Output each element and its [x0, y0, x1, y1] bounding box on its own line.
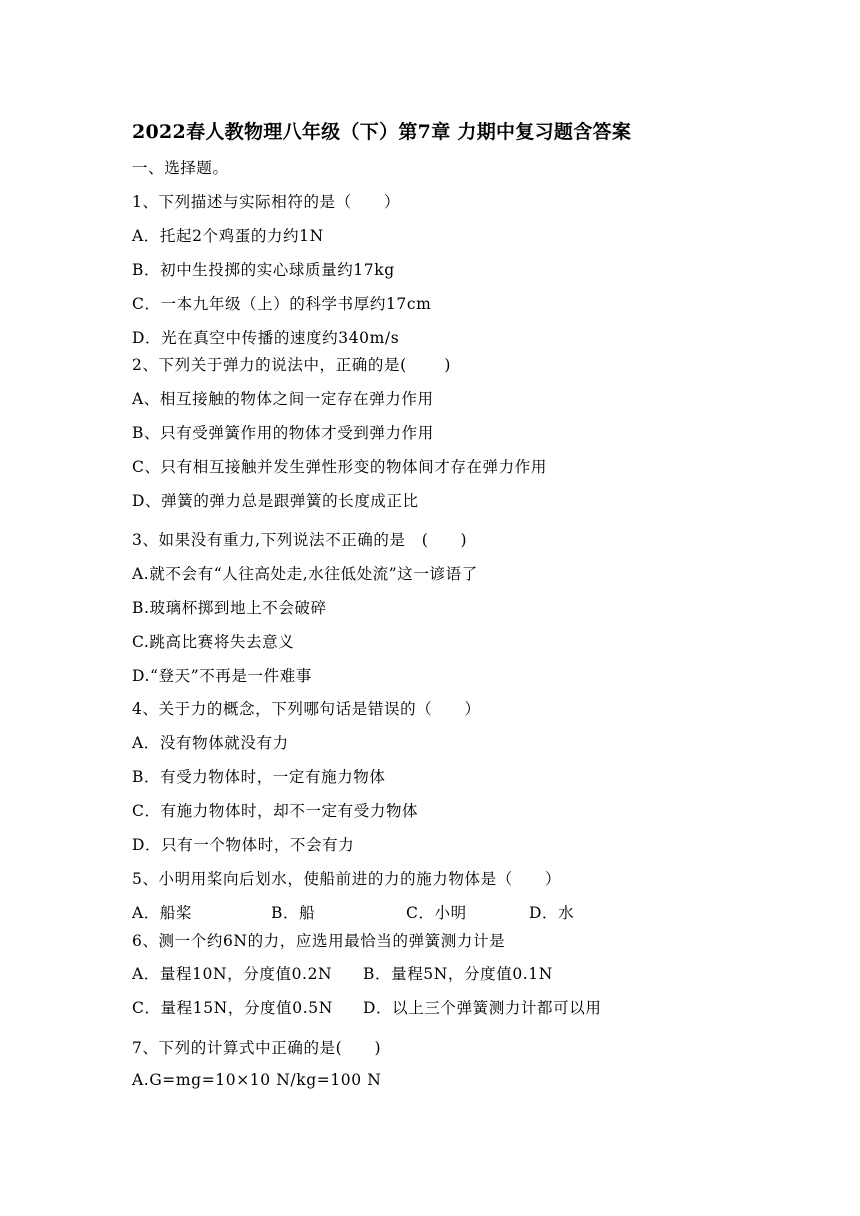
question-1-option-a: A．托起2个鸡蛋的力约1N: [132, 227, 324, 245]
question-2-option-b: B、只有受弹簧作用的物体才受到弹力作用: [132, 424, 434, 442]
question-5-option-a: A．船桨: [132, 904, 193, 922]
question-6-stem: 6、测一个约6N的力，应选用最恰当的弹簧测力计是: [132, 932, 506, 950]
page-title: 2022春人教物理八年级（下）第7章 力期中复习题含答案: [132, 121, 632, 143]
question-5-option-d: D．水: [529, 904, 575, 922]
question-1-stem: 1、下列描述与实际相符的是（ ）: [132, 193, 401, 211]
question-2-option-c: C、只有相互接触并发生弹性形变的物体间才存在弹力作用: [132, 458, 547, 476]
question-2-option-a: A、相互接触的物体之间一定存在弹力作用: [132, 390, 434, 408]
question-5-option-c: C．小明: [406, 904, 467, 922]
question-1-option-c: C．一本九年级（上）的科学书厚约17cm: [132, 295, 432, 313]
question-5-option-b: B．船: [271, 904, 316, 922]
question-3-option-a: A.就不会有“人往高处走,水往低处流”这一谚语了: [132, 565, 478, 583]
question-2-option-d: D、弹簧的弹力总是跟弹簧的长度成正比: [132, 492, 419, 510]
question-6-option-c: C．量程15N，分度值0.5N: [132, 999, 333, 1017]
question-3-stem: 3、如果没有重力,下列说法不正确的是 ( ): [132, 531, 468, 549]
section-heading: 一、选择题。: [132, 159, 229, 177]
question-6-option-b: B．量程5N，分度值0.1N: [363, 965, 553, 983]
question-3-option-c: C.跳高比赛将失去意义: [132, 633, 295, 651]
question-6-option-d: D．以上三个弹簧测力计都可以用: [363, 999, 602, 1017]
question-4-option-b: B．有受力物体时，一定有施力物体: [132, 768, 386, 786]
question-3-option-b: B.玻璃杯掷到地上不会破碎: [132, 599, 327, 617]
question-4-option-d: D．只有一个物体时，不会有力: [132, 836, 355, 854]
question-6-option-a: A．量程10N，分度值0.2N: [132, 965, 333, 983]
question-5-stem: 5、小明用桨向后划水，使船前进的力的施力物体是（ ）: [132, 870, 562, 888]
question-4-option-c: C．有施力物体时，却不一定有受力物体: [132, 802, 419, 820]
question-4-stem: 4、关于力的概念，下列哪句话是错误的（ ）: [132, 700, 481, 718]
question-1-option-b: B．初中生投掷的实心球质量约17kg: [132, 261, 395, 279]
question-4-option-a: A．没有物体就没有力: [132, 734, 289, 752]
question-7-option-a: A.G=mg=10×10 N/kg=100 N: [132, 1071, 382, 1089]
question-2-stem: 2、下列关于弹力的说法中，正确的是( ): [132, 356, 452, 374]
question-3-option-d: D.“登天”不再是一件难事: [132, 667, 312, 685]
question-1-option-d: D．光在真空中传播的速度约340m/s: [132, 329, 400, 347]
question-7-stem: 7、下列的计算式中正确的是( ): [132, 1039, 382, 1057]
